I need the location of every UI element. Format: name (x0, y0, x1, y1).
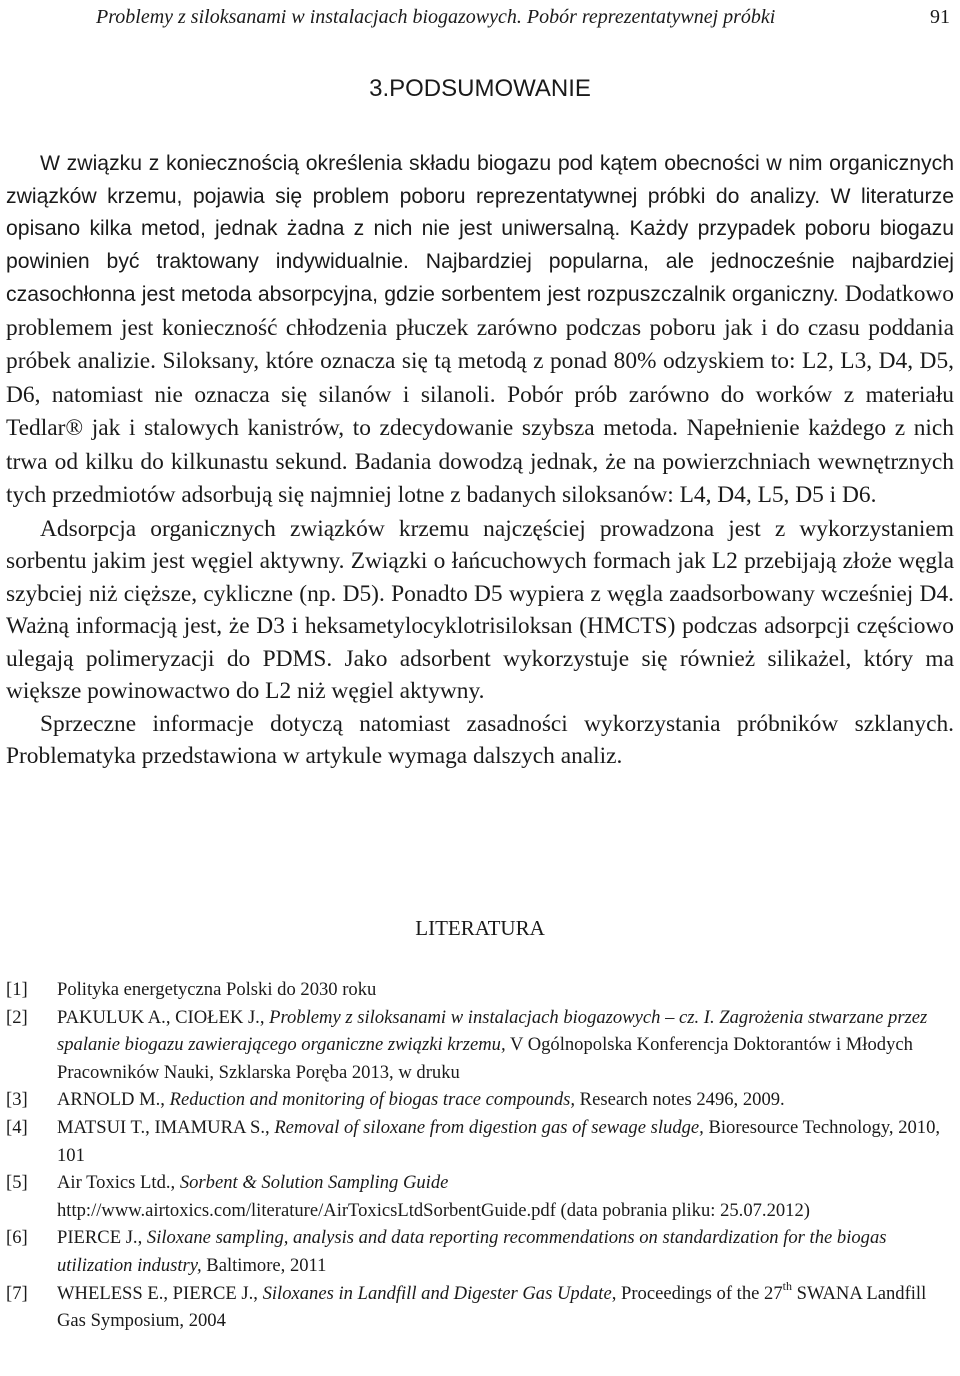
reference-authors: Air Toxics Ltd., (57, 1172, 180, 1194)
paragraph-1 (6, 148, 954, 513)
reference-number: [4] (6, 1116, 28, 1138)
page-number: 91 (930, 6, 950, 28)
running-title: Problemy z siloksanami w instalacjach biogazowych. Pobór reprezentatywnej próbki (96, 6, 776, 28)
reference-title: Siloxane sampling, analysis and data reporting recommendations on standardization for the biogas utilization industry, (57, 1227, 887, 1276)
reference-authors: PAKULUK A., CIOŁEK J., (57, 1006, 270, 1028)
reference-number: [3] (6, 1089, 28, 1111)
reference-title: Sorbent & Solution Sampling Guide (179, 1172, 449, 1194)
reference-source-continued: SWANA Landfill Gas Symposium, 2004 (57, 1282, 927, 1332)
paragraph-2: Adsorpcja organicznych związków krzemu najczęściej prowadzona jest z wykorzystaniem sorbentu jakim jest węgiel aktywny. Związki o łańcuchowych formach jak L2 przebijają złoże węgla szybciej niż cięższe, cykliczne (np. D5). Ponadto D5 wypiera z węgla zaadsorbowany wcześniej D4. Ważną informacją jest, że D3 i heksametylocyklotrisiloksan (HMCTS) podczas adsorpcji częściowo ulegają polimeryzacji do PDMS. Jako adsorbent wykorzystuje się również silikażel, który ma większe powinowactwo do L2 niż węgiel aktywny. (6, 515, 954, 704)
literature-title: LITERATURA (415, 916, 545, 940)
reference-item (6, 1004, 954, 1087)
reference-number: [6] (6, 1227, 28, 1249)
paragraph-1-sans-part: W związku z koniecznością określenia składu biogazu pod kątem obecności w nim organicznych związków krzemu, pojawia się problem poboru reprezentatywnej próbki do analizy. W literaturze opisano kilka metod, jednak żadna z nich nie jest uniwersalną. Każdy przypadek poboru biogazu powinien być traktowany indywidualnie. Najbardziej popularna, ale jednocześnie najbardziej czasochłonna jest metoda absorpcyjna, gdzie sorbentem jest rozpuszczalnik organiczny. (6, 152, 954, 306)
reference-authors: MATSUI T., IMAMURA S., (57, 1116, 275, 1138)
reference-title: Siloxanes in Landfill and Digester Gas Update (262, 1282, 612, 1304)
reference-number: [2] (6, 1006, 28, 1028)
reference-source: , Proceedings of the 27 (611, 1282, 783, 1304)
paragraph-3: Sprzeczne informacje dotyczą natomiast zasadności wykorzystania próbników szklanych. Problematyka przedstawiona w artykule wymaga dalszych analiz. (6, 710, 954, 769)
summary-body (6, 148, 954, 773)
reference-link[interactable]: http://www.airtoxics.com/literature/AirToxicsLtdSorbentGuide.pdf (data pobrania pliku: 25.07.2012) (57, 1199, 810, 1221)
paragraph-1-serif-part: Dodatkowo problemem jest konieczność chłodzenia płuczek zarówno podczas poboru jak i do czasu poddania próbek analizie. Siloksany, które oznacza się tą metodą z ponad 80% odzyskiem to: L2, L3, D4, D5, D6, natomiast nie oznacza się silanów i silanoli. Pobór prób zarówno do worków z materiału Tedlar® jak i stalowych kanistrów, to zdecydowanie szybsza metoda. Napełnienie każdego z nich trwa od kilku do kilkunastu sekund. Badania dowodzą jednak, że na powierzchniach wewnętrznych tych przedmiotów adsorbują się najmniej lotne z badanych siloksanów: L4, D4, L5, D5 i D6. (6, 281, 954, 508)
reference-title: Reduction and monitoring of biogas trace compounds, (169, 1089, 576, 1111)
reference-title: Problemy z siloksanami w instalacjach biogazowych – cz. I. Zagrożenia stwarzane przez spalanie biogazu zawierającego organiczne związki krzemu, (57, 1006, 928, 1056)
reference-authors: Polityka energetyczna Polski do 2030 roku (57, 979, 377, 1000)
running-header (96, 4, 954, 30)
reference-authors: ARNOLD M., (57, 1089, 170, 1111)
reference-number: [7] (6, 1282, 28, 1304)
reference-item (6, 976, 954, 1004)
reference-list (6, 976, 954, 1335)
reference-source: V Ogólnopolska Konferencja Doktorantów i Młodych Pracowników Nauki, Szklarska Poręba 2013, w druku (57, 1034, 913, 1083)
reference-title: Removal of siloxane from digestion gas of sewage sludge, (274, 1116, 704, 1138)
section-title: 3.PODSUMOWANIE (369, 75, 591, 102)
reference-superscript: th (782, 1278, 792, 1293)
reference-item (6, 1114, 954, 1169)
reference-item (6, 1086, 954, 1114)
reference-item (6, 1169, 954, 1224)
reference-authors: WHELESS E., PIERCE J., (57, 1282, 263, 1304)
reference-source: Research notes 2496, 2009. (575, 1089, 785, 1111)
reference-authors: PIERCE J., (57, 1227, 147, 1249)
reference-source: Bioresource Technology, 2010, 101 (57, 1116, 941, 1166)
reference-number: [1] (6, 979, 28, 1000)
reference-source: Baltimore, 2011 (201, 1254, 327, 1276)
reference-number: [5] (6, 1172, 28, 1194)
reference-item (6, 1280, 954, 1335)
reference-item (6, 1224, 954, 1279)
